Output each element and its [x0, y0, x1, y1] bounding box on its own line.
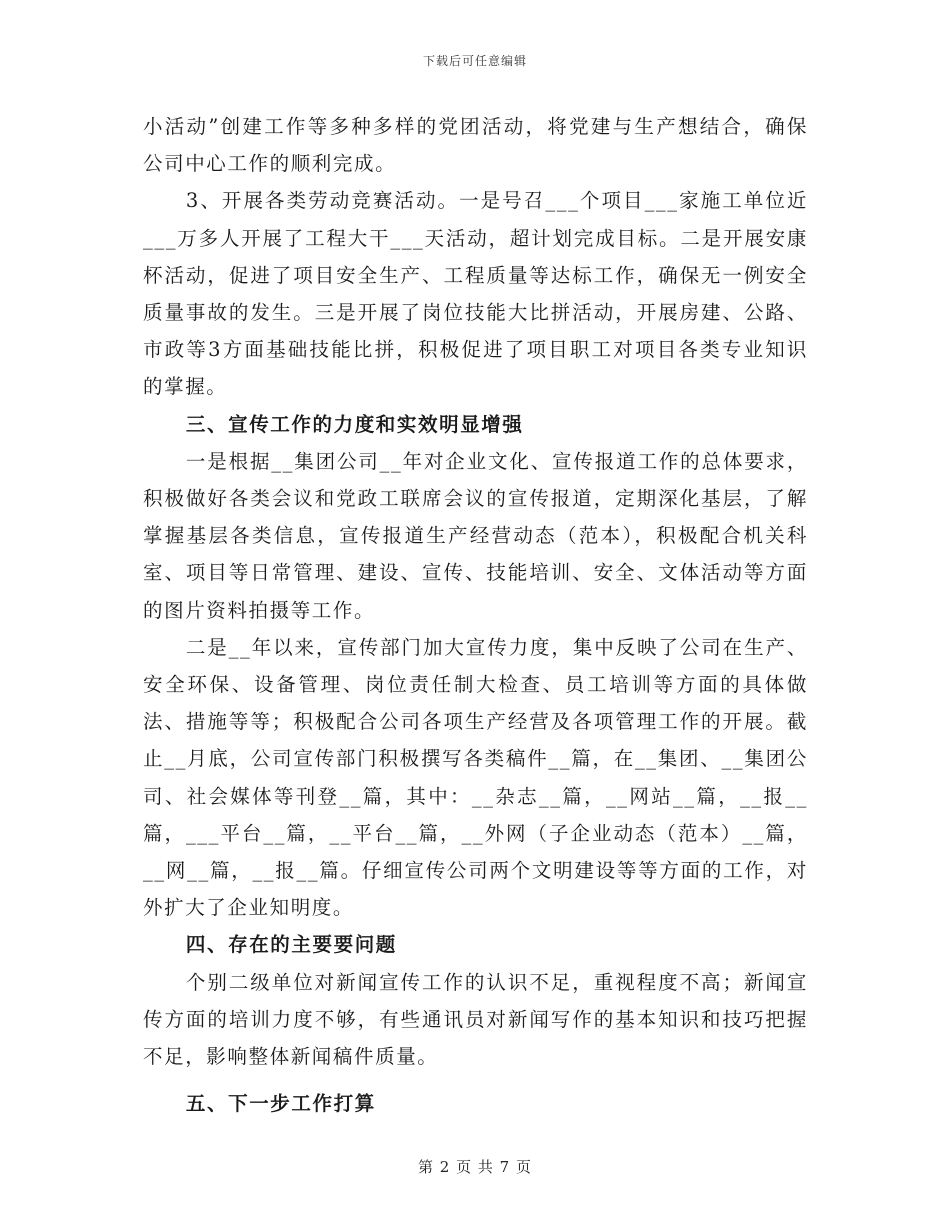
- paragraph-publicity-second: 二是__年以来，宣传部门加大宣传力度，集中反映了公司在生产、安全环保、设备管理、岗位责任制大检查、员工培训等方面的具体做法、措施等等；积极配合公司各项生产经营及各项管理工作的开展。截止__月底，公司宣传部门积极撰写各类稿件__篇，在__集团、__集团公司、社会媒体等刊登__篇，其中：__杂志__篇，__网站__篇，__报__篇，___平台__篇，__平台__篇，__外网（子企业动态（范本）__篇，__网__篇，__报__篇。仔细宣传公司两个文明建设等等方面的工作，对外扩大了企业知明度。: [143, 635, 808, 920]
- page-header-note: 下载后可任意编辑: [422, 54, 527, 68]
- section-heading-problems: 四、存在的主要要问题: [185, 933, 397, 957]
- paragraph-publicity-first: 一是根据__集团公司__年对企业文化、宣传报道工作的总体要求，积极做好各类会议和党政工联席会议的宣传报道，定期深化基层，了解掌握基层各类信息，宣传报道生产经营动态（范本），积极配合机关科室、项目等日常管理、建设、宣传、技能培训、安全、文体活动等方面的图片资料拍摄等工作。: [143, 449, 808, 622]
- section-heading-publicity: 三、宣传工作的力度和实效明显增强: [185, 412, 524, 436]
- paragraph-problems: 个别二级单位对新闻宣传工作的认识不足，重视程度不高；新闻宣传方面的培训力度不够，有些通讯员对新闻写作的基本知识和技巧把握不足，影响整体新闻稿件质量。: [143, 970, 808, 1069]
- document-body: [143, 108, 808, 1122]
- page-number: 第 2 页 共 7 页: [418, 1158, 532, 1176]
- paragraph-labor-competitions: 3、开展各类劳动竞赛活动。一是号召___个项目___家施工单位近___万多人开展了工程大干___天活动，超计划完成目标。二是开展安康杯活动，促进了项目安全生产、工程质量等达标工作，确保无一例安全质量事故的发生。三是开展了岗位技能大比拼活动，开展房建、公路、市政等3方面基础技能比拼，积极促进了项目职工对项目各类专业知识的掌握。: [143, 189, 808, 399]
- paragraph-party-activities: 小活动”创建工作等多种多样的党团活动，将党建与生产想结合，确保公司中心工作的顺利完成。: [143, 115, 808, 176]
- section-heading-next-steps: 五、下一步工作打算: [185, 1092, 376, 1116]
